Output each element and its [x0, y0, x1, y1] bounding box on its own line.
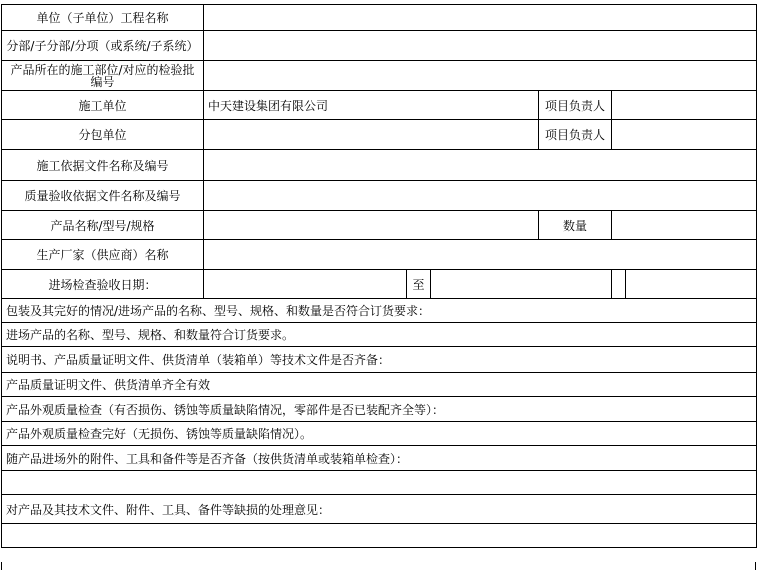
location-label: 产品所在的施工部位/对应的检验批编号 — [2, 61, 204, 91]
check-row-documents-question — [2, 347, 757, 373]
accessories-result-field[interactable] — [2, 471, 757, 495]
unit-project-label: 单位（子单位）工程名称 — [2, 5, 204, 31]
check-row-appearance-result — [2, 422, 757, 446]
row-inspection-date — [2, 270, 757, 299]
packaging-result-text[interactable]: 进场产品的名称、型号、规格、和数量符合订货要求。 — [2, 323, 757, 347]
acceptance-basis-label: 质量验收依据文件名称及编号 — [2, 181, 204, 211]
inspection-date-from-field[interactable] — [204, 270, 407, 299]
row-acceptance-basis — [2, 181, 757, 211]
product-label: 产品名称/型号/规格 — [2, 211, 204, 240]
inspection-date-to-field[interactable] — [431, 270, 612, 299]
manufacturer-label: 生产厂家（供应商）名称 — [2, 240, 204, 270]
appearance-question-text: 产品外观质量检查（有否损伤、锈蚀等质量缺陷情况，零部件是否已装配齐全等）： — [2, 397, 757, 422]
contractor-label: 施工单位 — [2, 91, 204, 120]
quantity-field[interactable] — [612, 211, 757, 240]
row-location — [2, 61, 757, 91]
form-continuation-edge — [1, 562, 756, 570]
check-row-packaging-question — [2, 299, 757, 323]
manufacturer-field[interactable] — [204, 240, 757, 270]
construction-basis-field[interactable] — [204, 150, 757, 181]
inspection-date-extra-field[interactable] — [626, 270, 757, 299]
check-row-packaging-result — [2, 323, 757, 347]
contractor-field[interactable]: 中天建设集团有限公司 — [204, 91, 539, 120]
product-field[interactable] — [204, 211, 539, 240]
row-subcontractor — [2, 120, 757, 150]
subcontractor-field[interactable] — [204, 120, 539, 150]
inspection-form — [1, 4, 756, 548]
subcontractor-manager-label: 项目负责人 — [539, 120, 612, 150]
inspection-date-spacer — [612, 270, 626, 299]
packaging-question-text: 包装及其完好的情况/进场产品的名称、型号、规格、和数量是否符合订货要求： — [2, 299, 757, 323]
inspection-date-label: 进场检查验收日期： — [2, 270, 204, 299]
contractor-manager-label: 项目负责人 — [539, 91, 612, 120]
check-row-accessories-result — [2, 471, 757, 495]
inspection-form-table — [1, 4, 757, 548]
documents-question-text: 说明书、产品质量证明文件、供货清单（装箱单）等技术文件是否齐备： — [2, 347, 757, 373]
quantity-label: 数量 — [539, 211, 612, 240]
contractor-manager-field[interactable] — [612, 91, 757, 120]
row-construction-basis — [2, 150, 757, 181]
defect-handling-question-text: 对产品及其技术文件、附件、工具、备件等缺损的处理意见： — [2, 495, 757, 524]
division-label: 分部/子分部/分项（或系统/子系统） — [2, 31, 204, 61]
inspection-date-to-label: 至 — [407, 270, 431, 299]
construction-basis-label: 施工依据文件名称及编号 — [2, 150, 204, 181]
check-row-defect-handling-result — [2, 524, 757, 548]
check-row-appearance-question — [2, 397, 757, 422]
row-division — [2, 31, 757, 61]
location-field[interactable] — [204, 61, 757, 91]
row-unit-project — [2, 5, 757, 31]
row-product — [2, 211, 757, 240]
subcontractor-label: 分包单位 — [2, 120, 204, 150]
check-row-defect-handling-question — [2, 495, 757, 524]
documents-result-text[interactable]: 产品质量证明文件、供货清单齐全有效 — [2, 373, 757, 397]
accessories-question-text: 随产品进场外的附件、工具和备件等是否齐备（按供货清单或装箱单检查）： — [2, 446, 757, 471]
row-contractor — [2, 91, 757, 120]
subcontractor-manager-field[interactable] — [612, 120, 757, 150]
acceptance-basis-field[interactable] — [204, 181, 757, 211]
check-row-accessories-question — [2, 446, 757, 471]
check-row-documents-result — [2, 373, 757, 397]
defect-handling-result-field[interactable] — [2, 524, 757, 548]
division-field[interactable] — [204, 31, 757, 61]
appearance-result-text[interactable]: 产品外观质量检查完好（无损伤、锈蚀等质量缺陷情况）。 — [2, 422, 757, 446]
row-manufacturer — [2, 240, 757, 270]
unit-project-field[interactable] — [204, 5, 757, 31]
